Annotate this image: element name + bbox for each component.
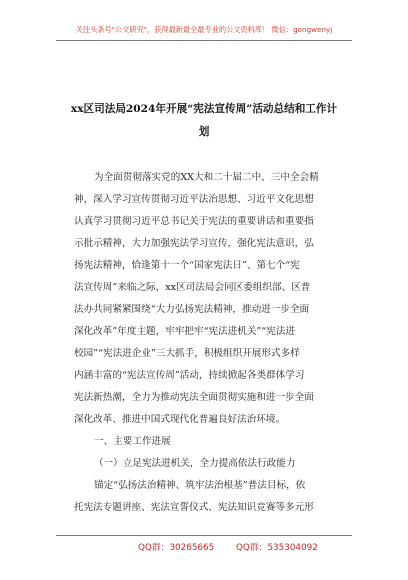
body-line: 法办共同紧紧围绕“大力弘扬宪法精神，推动进一步全面 <box>74 304 310 315</box>
header-divider <box>56 40 352 41</box>
body-line: 示批示精神，大力加强宪法学习宣传，强化宪法意识，弘 <box>74 238 314 249</box>
document-title: xx区司法局2024年开展“宪法宣传周”活动总结和工作计 <box>70 103 338 115</box>
body-line: 认真学习贯彻习近平总书记关于宪法的重要讲话和重要指 <box>74 216 314 227</box>
body-line: 校园”“宪法进企业”三大抓手，积极组织开展形式多样 <box>74 348 300 359</box>
body-line: 法宣传周”来临之际，xx区司法局会同区委组织部、区普 <box>74 282 311 293</box>
document-title-continued: 划 <box>198 126 210 138</box>
body-line: 锚定“弘扬法治精神、筑牢法治根基”普法目标，依 <box>94 480 306 491</box>
body-line: 内涵丰富的“宪法宣传周”活动，持续掀起各类群体学习 <box>74 370 305 381</box>
footer-qq-group-1: QQ群：30265665 <box>138 543 215 553</box>
section-heading: 一、主要工作进展 <box>94 436 171 447</box>
footer-divider <box>56 535 352 536</box>
body-line: 托宪法专题讲座、宪法宣誓仪式、宪法知识竞赛等多元形 <box>74 502 314 513</box>
body-line: 宪法新热潮，全力为推动宪法全面贯彻实施和进一步全面 <box>74 392 314 403</box>
body-line: 扬宪法精神，恰逢第十一个“国家宪法日”、第七个“宪 <box>74 260 300 271</box>
body-line: 神，深入学习宣传贯彻习近平法治思想、习近平文化思想 <box>74 194 314 205</box>
body-line: 深化改革”年度主题，牢牢把牢“宪法进机关”“宪法进 <box>74 326 296 337</box>
header-banner: 关注头条号"公文研究"，获得最新最全最专业的公文资料库！ 微信：gongwenyj <box>75 25 333 34</box>
body-line: 为全面贯彻落实党的XX大和二十届二中、三中全会精 <box>94 172 319 183</box>
footer-qq-group-2: QQ群：535304092 <box>236 543 318 553</box>
subsection-heading: （一）立足宪法进机关，全力提高依法行政能力 <box>94 458 296 469</box>
body-line: 深化改革、推进中国式现代化普遍良好法治环境。 <box>74 414 286 425</box>
